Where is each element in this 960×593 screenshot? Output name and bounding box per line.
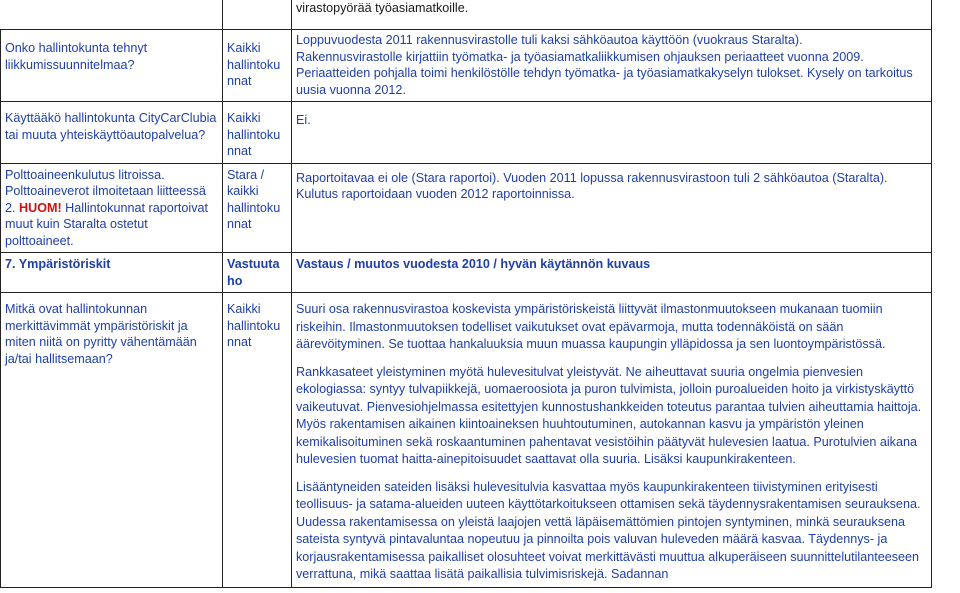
- answer-cell: [292, 30, 932, 102]
- answer-text: virastopyörää työasiamatkoille.: [296, 1, 469, 15]
- responsible-cell: Kaikki hallintoku nnat: [223, 102, 292, 164]
- answer-line: Loppuvuodesta 2011 rakennusvirastolle tuli kaksi sähköautoa käyttöön (vuokraus Staralta).: [296, 33, 803, 47]
- table-row: [1, 293, 932, 588]
- question-cell: [1, 163, 223, 253]
- empty-cell: [1, 0, 223, 30]
- table-row: [1, 163, 932, 253]
- answer-heading: Vastaus / muutos vuodesta 2010 / hyvän käytännön kuvaus: [292, 253, 932, 293]
- table-row: [1, 0, 932, 30]
- responsible-cell: Stara / kaikki hallintoku nnat: [223, 163, 292, 253]
- question-text: Hallintokunnat raportoivat muut kuin Staralta ostetut polttoaineet.: [5, 200, 208, 248]
- answer-cell: Raportoitavaa ei ole (Stara raportoi). Vuoden 2011 lopussa rakennusvirastoon tuli 2 sähköautoa (Staralta). Kulutus raportoidaan vuoden 2012 raportoinnissa.: [292, 163, 932, 253]
- answer-paragraph: Rankkasateet yleistyminen myötä hulevesitulvat yleistyvät. Ne aiheuttavat suuria ongelmia pienvesien ekologiassa: syntyy tulvapiikkejä, uomaeroosiota ja puron tulvimista, jolloin puroalueiden hoito ja virkistyskäyttö vaikeutuvat. Pienvesiohjelmassa esitettyjen kunnostushankkeiden toteutus parantaa tulvien aiheuttamia haittoja. Myös rakentamisen aikainen kiintoaineksen huuhtoutuminen, autokannan kasvu ja ympäristön yleinen kemikalisoituminen sekä roskaantuminen pahentavat vesistöihin päätyvät hulevesien laatua. Purotulvien aikana hulevesien tuomat haitta-ainepitoisuudet saattavat olla suuria. Lisäksi kaupunkirakenteen.: [296, 364, 922, 466]
- warning-text: HUOM!: [19, 200, 62, 215]
- answer-paragraph: Lisääntyneiden sateiden lisäksi hulevesitulvia kasvattaa myös kaupunkirakenteen tiivistyminen erityisesti teollisuus- ja satama-alueiden uuteen käyttötarkoitukseen ottamisen sekä täydennysrakentamisen seurauksena. Uudessa rakentamisessa on yleistä laajojen vettä läpäisemättömien pintojen syntyminen, minkä seurauksena sateista syntyvä pintavaluntaa nopeutuu ja pinnoilta pois valuvan huleveden määrä kasvaa. Täydennys- ja korjausrakentamisessa paikalliset olosuhteet voivat merkittävästi muuttua alkuperäiseen suunnittelutilanteeseen verrattuna, mikä saattaa lisätä paikallisia tulvimisriskejä. Sadannan: [296, 479, 921, 581]
- answer-line: Rakennusvirastolle kirjattiin työmatka- ja työasiamatkaliikkumisen ohjauksen periaatteet vuonna 2009.: [296, 49, 864, 64]
- answer-cell: Ei.: [292, 102, 932, 164]
- table-row: [1, 102, 932, 164]
- table-row: [1, 253, 932, 293]
- section-heading: 7. Ympäristöriskit: [1, 253, 223, 293]
- question-cell: Käyttääkö hallintokunta CityCarClubia tai muuta yhteiskäyttöautopalvelua?: [1, 102, 223, 164]
- responsible-heading: Vastuuta ho: [223, 253, 292, 293]
- question-cell: Onko hallintokunta tehnyt liikkumissuunnitelmaa?: [1, 30, 223, 102]
- responsible-cell: Kaikki hallintoku nnat: [223, 293, 292, 588]
- question-text: Polttoaineenkulutus litroissa. Polttoaineverot ilmoitetaan liitteessä 2.: [5, 167, 206, 215]
- answer-paragraph: Suuri osa rakennusvirastoa koskevista ympäristöriskeistä liittyvät ilmastonmuutokseen mukanaan tuomiin riskeihin. Ilmastonmuutoksen todelliset vaikutukset ovat epävarmoja, mutta todennäköistä on sään äärevöityminen. Se tuottaa hankaluuksia muun muassa kaupungin ylläpidossa ja sen luontoympäristössä.: [296, 302, 886, 351]
- responsible-cell: Kaikki hallintoku nnat: [223, 30, 292, 102]
- question-cell: Mitkä ovat hallintokunnan merkittävimmät ympäristöriskit ja miten niitä on pyritty vähentämään ja/tai hallitsemaan?: [1, 293, 223, 588]
- answer-cell: [292, 0, 932, 30]
- answer-cell: [292, 293, 932, 588]
- table-row: [1, 30, 932, 102]
- answer-line: Periaatteiden pohjalla toimi henkilöstölle tehdyn työmatka- ja työasiamatkakyselyn tulokset. Kysely on tarkoitus uusia vuonna 2012.: [296, 66, 913, 97]
- empty-cell: [223, 0, 292, 30]
